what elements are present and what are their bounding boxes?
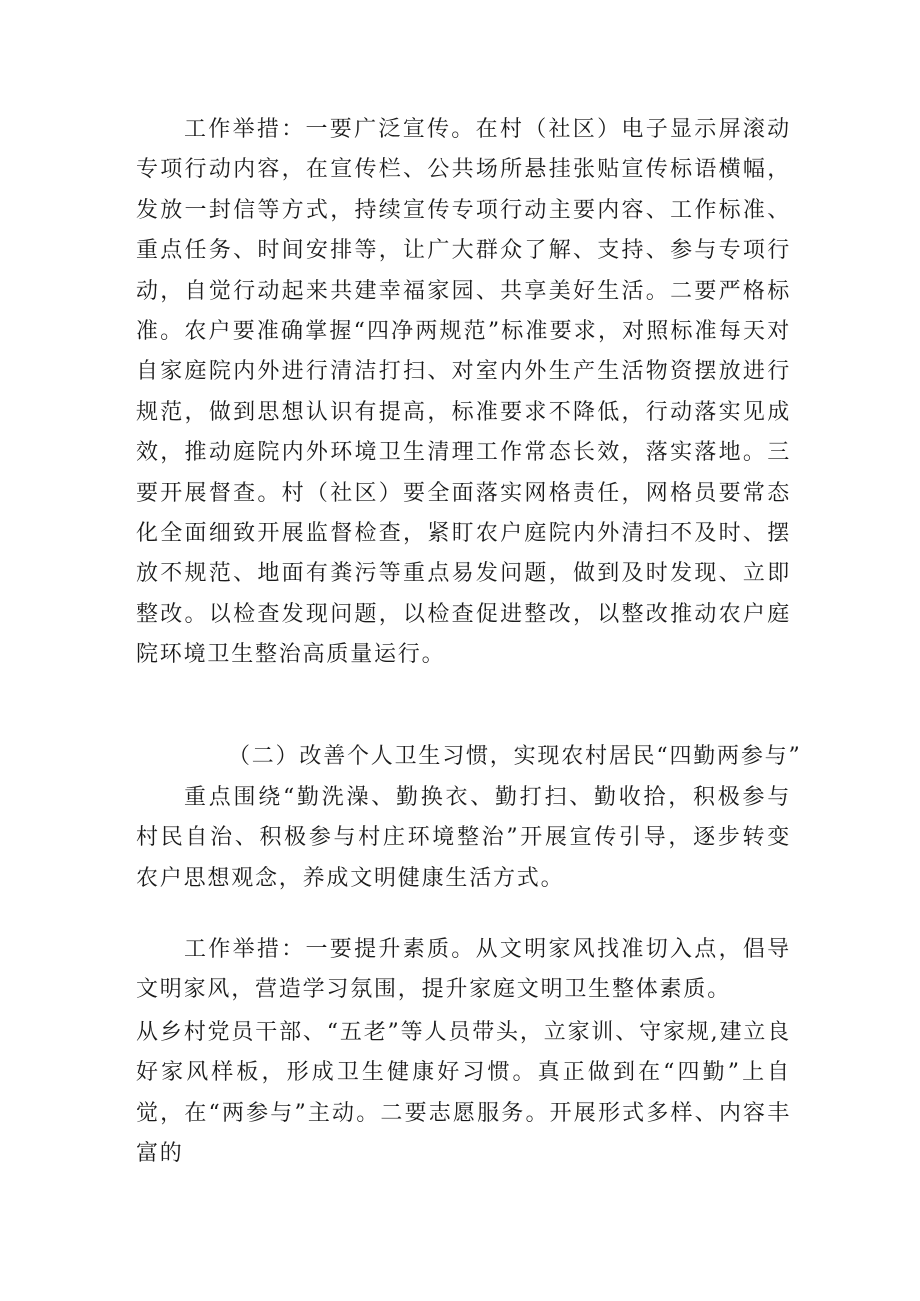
paragraph-continuation: 从乡村党员干部、“五老”等人员带头，立家训、守家规,建立良好家风样板，形成卫生健康好习惯。真正做到在“四勤”上自觉，在“两参与”主动。二要志愿服务。开展形式多样、内容丰富的 bbox=[136, 1020, 791, 1167]
paragraph-work-measures-1: 工作举措：一要广泛宣传。在村（社区）电子显示屏滚动专项行动内容，在宣传栏、公共场所悬挂张贴宣传标语横幅，发放一封信等方式，持续宣传专项行动主要内容、工作标准、重点任务、时间安排等，让广大群众了解、支持、参与专项行动，自觉行动起来共建幸福家园、共享美好生活。二要严格标准。农户要准确掌握“四净两规范”标准要求，对照标准每天对自家庭院内外进行清洁打扫、对室内外生产生活物资摆放进行规范，做到思想认识有提高，标准要求不降低，行动落实见成效，推动庭院内外环境卫生清理工作常态长效，落实落地。三要开展督查。村（社区）要全面落实网格责任，网格员要常态化全面细致开展监督检查，紧盯农户庭院内外清扫不及时、摆放不规范、地面有粪污等重点易发问题，做到及时发现、立即整改。以检查发现问题，以检查促进整改，以整改推动农户庭院环境卫生整治高质量运行。 bbox=[136, 117, 791, 668]
paragraph-key-focus: 重点围绕“勤洗澡、勤换衣、勤打扫、勤收拾，积极参与村民自治、积极参与村庄环境整治”开展宣传引导，逐步转变农户思想观念，养成文明健康生活方式。 bbox=[136, 785, 791, 891]
section-heading: （二）改善个人卫生习惯，实现农村居民“四勤两参与” bbox=[228, 744, 802, 769]
paragraph-work-measures-2: 工作举措：一要提升素质。从文明家风找准切入点，倡导文明家风，营造学习氛围，提升家庭文明卫生整体素质。 bbox=[136, 937, 791, 1003]
